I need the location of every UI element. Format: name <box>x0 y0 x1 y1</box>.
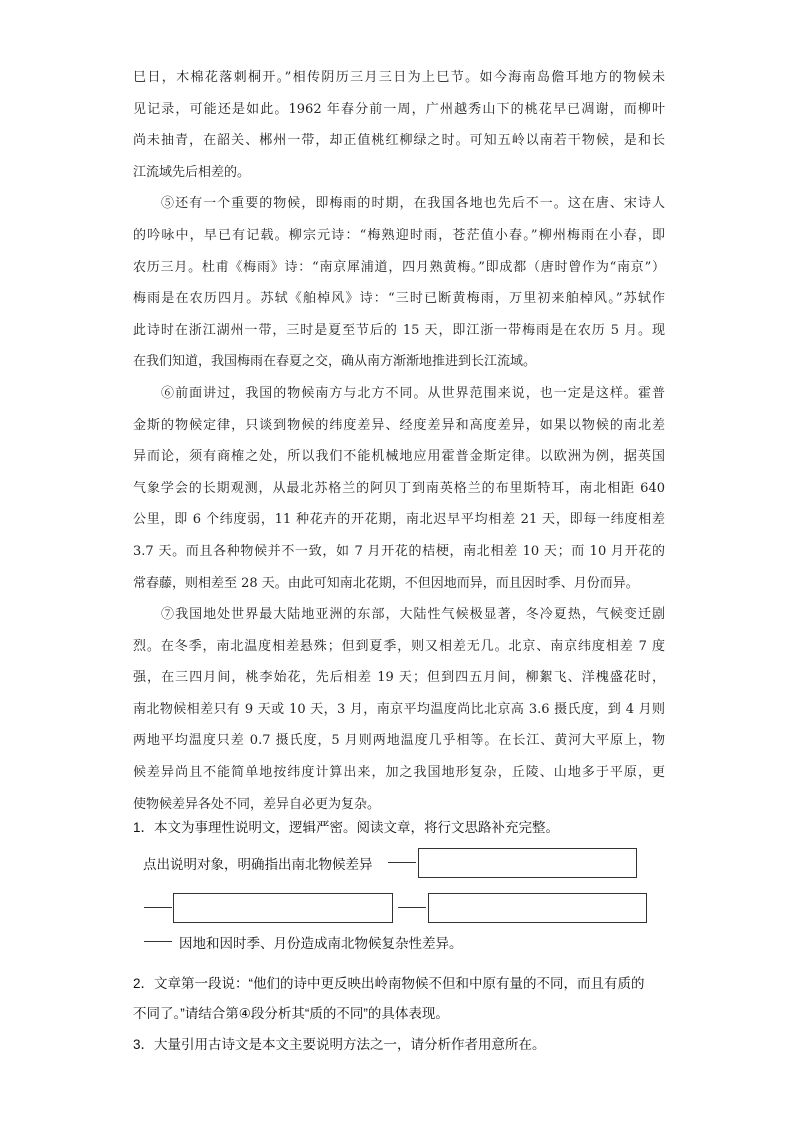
essay-body <box>133 62 665 820</box>
essay-line: 巳日，木棉花落刺桐开。”相传阴历三月三日为上巳节。如今海南岛儋耳地方的物候未 <box>133 70 665 85</box>
question-3: 3．大量引用古诗文是本文主要说明方法之一，请分析作者用意所在。 <box>133 1037 546 1052</box>
question-1: 1．本文为事理性说明文，逻辑严密。阅读文章，将行文思路补充完整。 <box>133 820 560 835</box>
answer-box-1[interactable] <box>418 848 637 878</box>
essay-line: 常春藤，则相差至 28 天。由此可知南北花期，不但因地而异，而且因时季、月份而异。 <box>133 575 639 591</box>
question-2-line-1: 2．文章第一段说：“他们的诗中更反映出岭南物候不但和中原有量的不同，而且有质的 <box>133 976 645 991</box>
essay-line: 两地平均温度只差 0.7 摄氏度，5 月则两地温度几乎相等。在长江、黄河大平原上，物 <box>133 733 665 749</box>
flow-connector <box>398 907 426 908</box>
essay-line: 3.7 天。而且各种物候并不一致，如 7 月开花的桔梗，南北相差 10 天；而 10 月开花的 <box>133 543 665 559</box>
essay-line: 气象学会的长期观测，从最北苏格兰的阿贝丁到南英格兰的布里斯特耳，南北相距 640 <box>133 480 665 496</box>
essay-line: ⑦我国地处世界最大陆地亚洲的东部，大陆性气候极显著，冬冷夏热，气候变迁剧 <box>133 607 665 623</box>
flow-end-label: 因地和因时季、月份造成南北物候复杂性差异。 <box>179 936 463 951</box>
essay-line: 候差异尚且不能简单地按纬度计算出来，加之我国地形复杂，丘陵、山地多于平原，更 <box>133 765 665 781</box>
essay-line: 江流域先后相差的。 <box>133 164 251 180</box>
essay-line: 公里，即 6 个纬度弱，11 种花卉的开花期，南北迟早平均相差 21 天，即每一纬度相差 <box>133 512 665 528</box>
answer-box-2[interactable] <box>173 893 393 923</box>
essay-line: ⑤还有一个重要的物候，即梅雨的时期，在我国各地也先后不一。这在唐、宋诗人 <box>133 196 665 212</box>
flow-connector <box>144 907 172 908</box>
essay-line: 南北物候相差只有 9 天或 10 天，3 月，南京平均温度尚比北京高 3.6 摄氏度，到 4 月则 <box>133 701 665 717</box>
essay-line: 尚未抽青，在韶关、郴州一带，却正值桃红柳绿之时。可知五岭以南若干物候，是和长 <box>133 133 665 149</box>
essay-line: 强，在三四月间，桃李始花，先后相差 19 天；但到四五月间，柳絮飞、洋槐盛花时， <box>133 670 665 686</box>
essay-line: 见记录，可能还是如此。1962 年春分前一周，广州越秀山下的桃花早已凋谢，而柳叶 <box>133 101 665 117</box>
essay-line: 金斯的物候定律，只谈到物候的纬度差异、经度差异和高度差异，如果以物候的南北差 <box>133 417 665 433</box>
flow-connector <box>144 941 172 942</box>
question-2-line-2: 不同了。”请结合第④段分析其“质的不同”的具体表现。 <box>133 1006 449 1021</box>
flow-connector <box>388 862 416 863</box>
answer-box-3[interactable] <box>428 893 647 923</box>
essay-line: ⑥前面讲过，我国的物候南方与北方不同。从世界范围来说，也一定是这样。霍普 <box>133 385 665 401</box>
essay-line: 农历三月。杜甫《梅雨》诗：“南京犀浦道，四月熟黄梅。”即成都（唐时曾作为“南京”） <box>133 259 665 275</box>
flow-start-label: 点出说明对象，明确指出南北物候差异 <box>143 857 373 872</box>
essay-line: 异而论，须有商榷之处，所以我们不能机械地应用霍普金斯定律。以欧洲为例，据英国 <box>133 449 665 465</box>
essay-line: 烈。在冬季，南北温度相差悬殊；但到夏季，则又相差无几。北京、南京纬度相差 7 度 <box>133 638 665 654</box>
essay-line: 使物候差异各处不同，差异自必更为复杂。 <box>133 796 381 812</box>
essay-line: 梅雨是在农历四月。苏轼《舶棹风》诗：“三时已断黄梅雨，万里初来舶棹风。”苏轼作 <box>133 291 665 307</box>
essay-line: 在我们知道，我国梅雨在春夏之交，确从南方渐渐地推进到长江流域。 <box>133 354 537 370</box>
essay-line: 的吟咏中，早已有记载。柳宗元诗：“梅熟迎时雨，苍茫值小春。”柳州梅雨在小春，即 <box>133 227 665 243</box>
essay-line: 此诗时在浙江湖州一带，三时是夏至节后的 15 天，即江浙一带梅雨是在农历 5 月。现 <box>133 322 665 338</box>
